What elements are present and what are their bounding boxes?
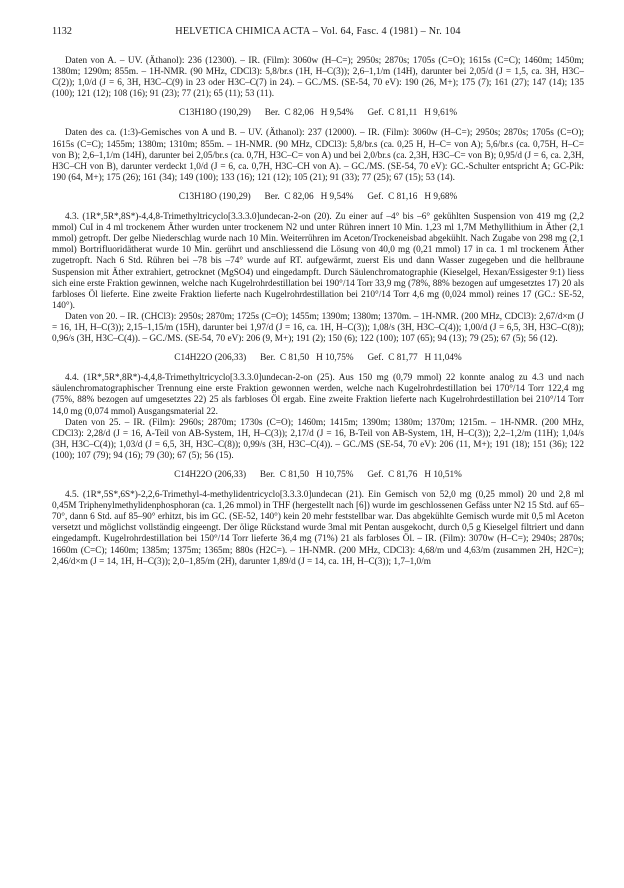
section-4-4-procedure: 4.4. (1R*,5R*,8R*)-4,4,8-Trimethyltricyclo[3.3.3.0]undecan-2-on (25). Aus 150 mg (0,79 mmol) 22 konnte analog zu 4.3 und nach säulenchromatographischer Trennung eine erste Fraktion gewonnen werden, welche nach Kugelrohrdestillation bei 170°/14 Torr 122,4 mg (75%, 88% bezogen auf umgesetztes 22) 25 als farbloses Öl ergab. Eine zweite Fraktion lieferte nach Kugelrohrdestillation bei 210°/14 Torr 14,0 mg (0,074 mmol) Ausgangsmaterial 22. [52,373,584,417]
running-header [52,26,584,44]
elemental-analysis-1: C13H18O (190,29) Ber. C 82,06 H 9,54% Gef. C 81,11 H 9,61% [178,108,458,119]
paragraph-data-mixture-A-B: Daten des ca. (1:3)-Gemisches von A und B. – UV. (Äthanol): 237 (12000). – IR. (Film): 3060w (H–C=); 2950s; 2870s; 1705s (C=O); 1615s (C=C); 1455m; 1380m; 1310m; 855m. – 1H-NMR. (90 MHz, CDCl3): 5,8/br.s (ca. 0,25 H, H–C= von A); 5,6/br.s (ca. 0,75H, H–C= von B); 2,6–1,1/m (14H), darunter bei 2,05/br.s (ca. 0,7H, H3C–C= von A) und bei 2,0/br.s (ca. 2,3H, H3C–C= von B); 0,95/d (J = 6, ca. 2,3H, H3C–CH von B), darunter verdeckt 1,0/d (J = 6, ca. 0,7H, H3C–CH von A). – GC./MS. (SE-54, 70 eV): GC.-Schulter entspricht A; GC-Pik: 190 (64, M+); 175 (26); 161 (34); 149 (100); 133 (16); 121 (12); 105 (21); 91 (33); 77 (25); 67 (15); 53 (14). [52,128,584,183]
paragraph-data-A: Daten von A. – UV. (Äthanol): 236 (12300). – IR. (Film): 3060w (H–C=); 2950s; 2870s; 1705s (C=O); 1615s (C=C); 1460m; 1450m; 1380m; 1290m; 855m. – 1H-NMR. (90 MHz, CDCl3): 5,8/br.s (1H, H–C(3)); 2,6–1,1/m (14H), darunter bei 2,05/d (J = 1,5, ca. 3H, H3C–C(2)); 1,0/d (J = 6, 3H, H3C–C(9) in 23 oder H3C–C(7) in 24). – GC./MS. (SE-54, 70 eV): 190 (26, M+); 175 (7); 161 (27); 147 (14); 135 (100); 121 (12); 108 (16); 91 (23); 77 (21); 65 (11); 53 (11). [52,56,584,100]
section-4-5-procedure: 4.5. (1R*,5S*,6S*)-2,2,6-Trimethyl-4-methylidentricyclo[3.3.3.0]undecan (21). Ein Gemisch von 52,0 mg (0,25 mmol) 20 und 2,8 ml 0,45M Triphenylmethylidenphosphoran (ca. 1,26 mmol) in THF (hergestellt nach [6]) wurde im geschlossenen Gefäss unter N2 15 Std. auf 65–70°, dann 6 Std. auf 85–90° erhitzt, bis im GC. (SE-52, 140°) kein 20 mehr feststellbar war. Das abgekühlte Gemisch wurde mit 0,5 ml Aceton versetzt und möglichst vollständig eingeengt. Der ölige Rückstand wurde 3mal mit Pentan ausgekocht, durch 0,5 g Kieselgel filtriert und dann eingedampft. Kugelrohrdestillation bei 150°/14 Torr lieferte 36,4 mg (71%) 21 als farbloses Öl. – IR. (Film): 3070w (H–C=); 2940s; 2870s; 1660m (C=C); 1460m; 1385m; 1375m; 1365m; 880s (H2C=). – 1H-NMR. (200 MHz, CDCl3): 4,68/m und 4,63/m (zusammen 2H, H2C=); 2,46/d×m (J = 14, 1H, H–C(3)); 2,0–1,85/m (2H), darunter 1,89/d (J = 14, ca. 1H, H–C(3)); 1,7–1,0/m [52,490,584,567]
elemental-analysis-3: C14H22O (206,33) Ber. C 81,50 H 10,75% Gef. C 81,77 H 11,04% [174,353,462,364]
paragraph-data-25: Daten von 25. – IR. (Film): 2960s; 2870m; 1730s (C=O); 1460m; 1415m; 1390m; 1380m; 1370m; 1215m. – 1H-NMR. (200 MHz, CDCl3): 2,28/d (J = 16, A-Teil von AB-System, 1H, H–C(3)); 2,17/d (J = 16, B-Teil von AB-System, 1H, H–C(3)); 2,2–1,2/m (11H); 1,04/s (3H, H3C–C(4)); 1,03/d (J = 6,5, 3H, H3C–C(8)); 0,99/s (3H, H3C–C(4)). – GC./MS (SE-54, 70 eV): 206 (11, M+); 191 (18); 151 (36); 122 (100); 107 (79); 94 (16); 79 (30); 67 (5); 56 (15). [52,417,584,461]
elemental-analysis-2: C13H18O (190,29) Ber. C 82,06 H 9,54% Gef. C 81,16 H 9,68% [178,191,458,202]
page-number: 1132 [52,26,72,37]
paragraph-data-20: Daten von 20. – IR. (CHCl3): 2950s; 2870m; 1725s (C=O); 1455m; 1390m; 1380m; 1370m. – 1H-NMR. (200 MHz, CDCl3): 2,67/d×m (J = 16, 1H, H–C(3)); 2,15–1,15/m (15H), darunter bei 1,97/d (J = 16, ca. 1H, H–C(3)); 1,08/s (3H, H3C–C(4)); 1,00/d (J = 6,5, 3H, H3C–C(8)); 0,96/s (3H, H3C–C(4)). – GC./MS. (SE-54, 70 eV): 206 (9, M+); 191 (2); 150 (6); 122 (100); 107 (65); 94 (13); 79 (25); 67 (5); 56 (12). [52,311,584,345]
elemental-analysis-4: C14H22O (206,33) Ber. C 81,50 H 10,75% Gef. C 81,76 H 10,51% [174,470,462,480]
section-4-3-procedure: 4.3. (1R*,5R*,8S*)-4,4,8-Trimethyltricyclo[3.3.3.0]undecan-2-on (20). Zu einer auf –4° bis –6° gekühlten Suspension von 419 mg (2,2 mmol) CuI in 4 ml trockenem Äther wurden unter trockenem N2 und unter Rühren innert 10 Min. 1,23 ml 1,7M Methyllithium in Äther (2,1 mmol) getropft. Der gelbe Niederschlag wurde nach 10 Min. Weiterrühren im Aceton/Trockeneisbad abgekühlt. Nach Zugabe von 298 mg (2,1 mmol) Bortrifluoridätherat wurde 10 Min. gerührt und anschliessend die Lösung von 40,0 mg (0,21 mmol) 17 in ca. 1 ml trockenem Äther zugetropft. Nach 6 Std. Rühren bei –78 bis –74° wurde auf RT. aufgewärmt, zuerst Eis und dann Wasser zugegeben und die hellbraune Suspension mit Äther extrahiert, getrocknet (MgSO4) und eingedampft. Durch Säulenchromatographie (Kieselgel, Hexan/Essigester 9:1) liess sich eine erste Fraktion gewinnen, welche nach Kugelrohrdestillation bei 190°/14 Torr 33,9 mg (78%, 88% bezogen auf umgesetztes 17) 20 als farbloses Öl lieferte. Eine zweite Fraktion lieferte nach Kugelrohrdestillation bei 210°/14 Torr 4,6 mg (0,024 mmol) reines 17 (GC.: SE-52, 140°). [52,212,584,311]
journal-title: HELVETICA CHIMICA ACTA – Vol. 64, Fasc. 4 (1981) – Nr. 104 [175,26,461,37]
